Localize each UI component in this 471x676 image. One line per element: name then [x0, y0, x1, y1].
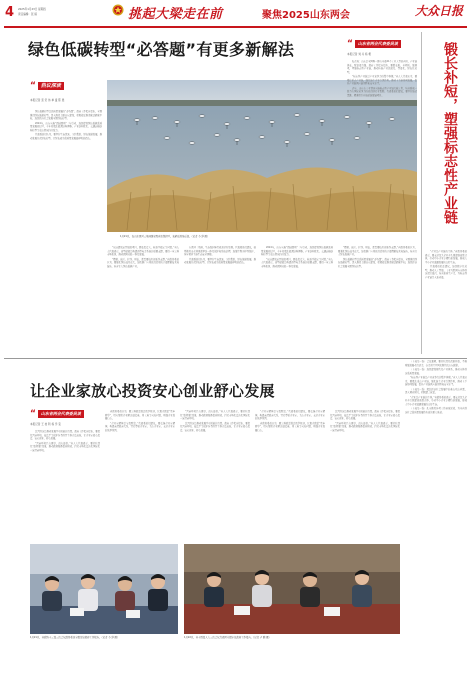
article3-col1: 民营经济是推动发展不可或缺的力量。政府工作报告提出，要优化营商环境，依法平等保护各类经营主体合法权益，让企业家放心投资、安心创业、舒心发展。 “营商环境只有更好，没有最好。”省人大代表表示，要持续深化“放管服”改革，推动政务服务提质增效，打造市场化法治化国际化一流营商环境。: [30, 430, 100, 452]
quote-mark-icon: “: [347, 39, 353, 49]
quote-mark-icon: “: [30, 81, 36, 91]
article3-photo-2-caption: 1月22日，省十四届人大三次会议代表团分组审议政府工作报告。（记者 卢 鹏 摄）: [184, 636, 271, 639]
article3-section-tag: “ 山东省两会代表委员谈: [30, 410, 84, 418]
article3-byline: 本报记者 王 桂 利 杨 学 莹: [30, 423, 61, 426]
article1-byline: 本报记者 张 宏 伟 单 童 陈 晨: [30, 99, 65, 102]
article3-col5: 民营经济是推动发展不可或缺的力量。政府工作报告提出，要优化营商环境，依法平等保护各类经营主体合法权益，让企业家放心投资、安心创业、舒心发展。 “营商环境只有更好，没有最好。”省人大代表表示，要持续深化“放管服”改革，推动政务服务提质增效，打造市场化法治化国际化一流营商环境。: [330, 410, 400, 432]
article1-title: 绿色低碳转型“必答题”有更多新解法: [28, 40, 295, 59]
article2-section-tag: “ 山东省两会代表委员谈: [347, 40, 401, 48]
article3-col4: “企业家精神是宝贵财富。”代表委员们建议，要弘扬企业家精神，构建亲清政商关系，营造尊重企业家、关心企业家、支持企业家的浓厚氛围。 省政协委员认为，要完善政策直达快享机制，让惠企政策“免申即享”，切实帮助企业解决融资难、用工难等实际问题，增强企业发展信心。: [255, 410, 325, 432]
article1-col1: 绿色低碳转型是高质量发展的“必答题”。政府工作报告提出，全面推进绿色低碳转型，深入推进美丽山东建设，积极稳妥推进碳达峰碳中和，加快经济社会发展全面绿色转型。 2024年，山东实施“四减四增”三年行动，加快建设绿色低碳高质量发展先行区，今年将聚焦能源结构调整、产业结构优化、交通运输结构转型等重点领域持续发力。 代表委员们认为，要坚持生态优先、节约集约、绿色低碳发展，推动发展方式绿色转型，让绿色成为高质量发展最鲜明的底色。: [30, 110, 102, 140]
paper-logo: 大众日报: [415, 4, 464, 18]
article1-photo-caption: 1月21日，在山东黄河三角洲国家级自然保护区，灰鹤在湿地觅食。（记者 李 淳 摄）: [120, 235, 210, 238]
quote-mark-icon: “: [30, 409, 36, 419]
article3-col3: “营商环境只有更好，没有最好。”省人大代表表示，要持续深化“放管服”改革，推动政务服务提质增效，打造市场化法治化国际化一流营商环境。 民营经济是推动发展不可或缺的力量。政府工作报告提出，要优化营商环境，依法平等保护各类经营主体合法权益，让企业家放心投资、安心创业、舒心发展。: [180, 410, 250, 432]
masthead: [0, 0, 471, 30]
article1-col2: “以前建设运营储能项目，面临投资大、收益不稳定等问题。”省人大代表表示，新型储能是构建新型电力系统的重要支撑，要进一步完善市场机制，推动源网荷储一体化发展。 “降碳、减污、扩绿、增长，都需要技术创新作支撑。”省政协委员认为，要强化绿色技术攻关，加快推广应用先进适用的节能降碳技术和装备，培育壮大绿色低碳产业。: [107, 246, 179, 268]
article2-col2: “企业是产业链的主体。”省政协委员表示，要支持龙头企业牵头组建创新联合体，带动中小企业专精特新发展，形成大中小企业融通发展的良好生态。 代表委员们还建议，加快数字化转型，推动人工智能、工业互联网与实体经济深度融合，培育新质生产力，为标志性产业链注入新动能。: [425, 250, 467, 279]
article2-col1: 编者按：山东是全国唯一拥有全部41个工业大类的省份，产业链条长、配套能力强。政府工作报告提出，要锻长板、补短板、强弱项，塑强标志性产业链，推动传统产业高端化、智能化、绿色化转型。 “标志性产业链是产业竞争力的集中体现。”省人大代表认为，要聚焦重点产业链，强化链主企业引领作用，推动上下游协同发展，提升产业链供应链韧性和安全水平。 去年，山东在工业领域实施标志性产业链突破工程，培育形成一批具有国际竞争力的先进制造业集群。代表委员们建议，要坚持链式思维，精准招引补链延链强链项目。: [347, 60, 417, 97]
article1-section-tag: “ 热议深读: [30, 82, 64, 90]
masthead-rule: [4, 26, 467, 28]
article2-byline: 本报记者 刘 兵 杨 帆: [347, 53, 372, 56]
page-number: 4: [5, 5, 15, 20]
date-line: 2025年1月23日 星期四: [18, 8, 46, 11]
masthead-focus: 聚焦2025山东两会: [262, 10, 350, 21]
section-rule: [4, 358, 467, 359]
article3-title: 让企业家放心投资安心创业舒心发展: [30, 382, 275, 400]
side-column: （上接第一版）会议强调，要持续深化改革开放，不断增强发展动力活力，奋力谱写中国式现代化山东篇章。 （上接第一版）加快建设现代化产业体系，推动实体经济高质量发展。 “标志性产业链是产业竞争力的集中体现。”省人大代表认为，要聚焦重点产业链，强化链主企业引领作用，推动上下游协同发展，提升产业链供应链韧性和安全水平。 （上接第一版）聚焦经济社会发展中的难点堵点问题，深入调查研究，积极建言献策。 “企业是产业链的主体。”省政协委员表示，要支持龙头企业牵头组建创新联合体，带动中小企业专精特新发展，形成大中小企业融通发展的良好生态。 （上接第一版）扎实推进各项工作落地见效，为全省经济社会高质量发展作出新的更大贡献。: [405, 360, 467, 414]
editor-line: 责任编辑：张 娟: [18, 13, 37, 16]
article3-photo-2: [184, 544, 400, 634]
article1-col3: 在黄河三角洲，生态保护修复成效持续显现。代表委员们建议，统筹推进山水林田湖草沙一体化保护和系统治理，加强生物多样性保护，筑牢黄河下游生态安全屏障。 代表委员们认为，要坚持生态优先、节约集约、绿色低碳发展，推动发展方式绿色转型，让绿色成为高质量发展最鲜明的底色。: [184, 246, 256, 264]
article1-col5: “降碳、减污、扩绿、增长，都需要技术创新作支撑。”省政协委员认为，要强化绿色技术攻关，加快推广应用先进适用的节能降碳技术和装备，培育壮大绿色低碳产业。 绿色低碳转型是高质量发展的“必答题”。政府工作报告提出，全面推进绿色低碳转型，深入推进美丽山东建设，积极稳妥推进碳达峰碳中和，加快经济社会发展全面绿色转型。: [338, 246, 417, 268]
article1-col4: 2024年，山东实施“四减四增”三年行动，加快建设绿色低碳高质量发展先行区，今年将聚焦能源结构调整、产业结构优化、交通运输结构转型等重点领域持续发力。 “以前建设运营储能项目，面临投资大、收益不稳定等问题。”省人大代表表示，新型储能是构建新型电力系统的重要支撑，要进一步完善市场机制，推动源网荷储一体化发展。: [261, 246, 333, 268]
article3-col2: 省政协委员认为，要完善政策直达快享机制，让惠企政策“免申即享”，切实帮助企业解决融资难、用工难等实际问题，增强企业发展信心。 “企业家精神是宝贵财富。”代表委员们建议，要弘扬企业家精神，构建亲清政商关系，营造尊重企业家、关心企业家、支持企业家的浓厚氛围。: [105, 410, 175, 432]
party-emblem-icon: [112, 4, 124, 16]
column-divider: [421, 32, 422, 354]
article2-title: 锻长补短，塑强标志性产业链: [442, 42, 458, 224]
article3-photo-1-caption: 1月21日，省政协十三届三次会议政协委员分组讨论政府工作报告。（记者 李 淳 摄）: [30, 636, 120, 639]
article3-photo-1: [30, 544, 178, 634]
masthead-slogan: 挑起大梁走在前: [128, 7, 223, 22]
